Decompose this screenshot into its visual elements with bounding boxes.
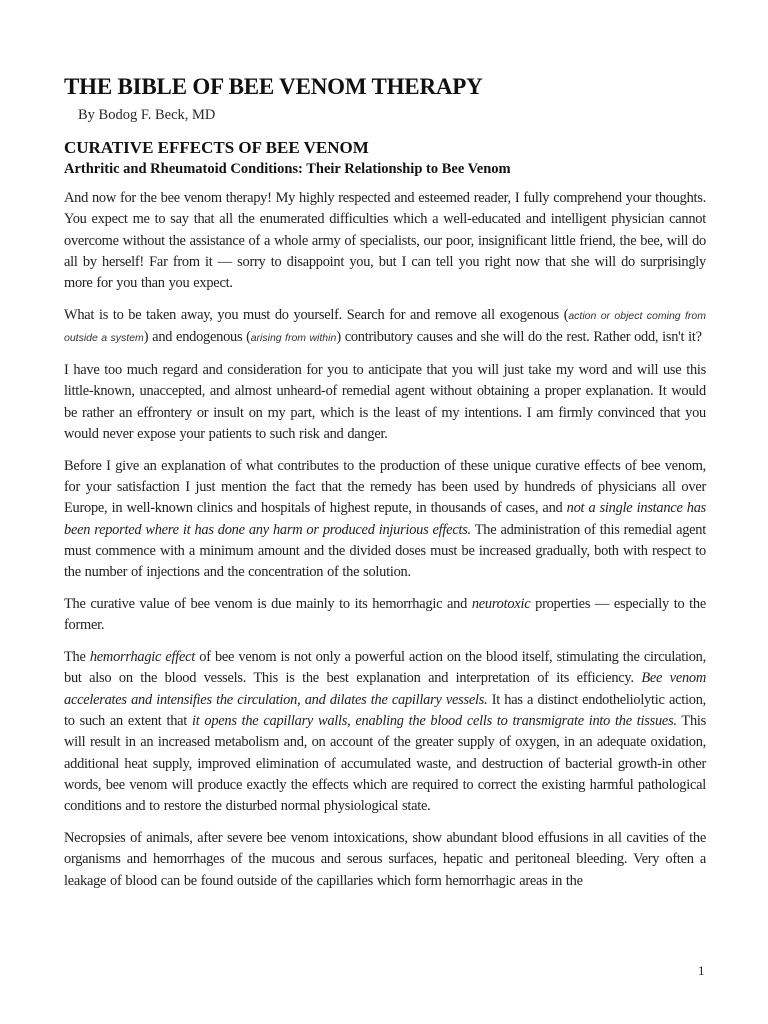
paragraph-4 bbox=[64, 456, 706, 584]
paragraph-text: What is to be taken away, you must do yourself. Search for and remove all exogenous ( bbox=[64, 306, 569, 323]
paragraph-text: And now for the bee venom therapy! My highly respected and esteemed reader, I fully comprehend your thoughts. You expect me to say that all the enumerated difficulties which a well-educated and intelligent physician cannot overcome without the assistance of a whole army of specialists, our poor, insignificant little friend, the bee, will do all by herself! Far from it — sorry to disappoint you, but I can tell you right now that she will do surprisingly more for you than you expect. bbox=[64, 190, 706, 292]
emphasis-text: neurotoxic bbox=[471, 596, 531, 613]
paragraph-text: The administration of this remedial agent must commence with a minimum amount and the divided doses must be increased gradually, both with respect to the number of injections and the concentration of the solution. bbox=[64, 521, 706, 581]
paragraph-text: of bee venom is not only a powerful action on the blood itself, stimulating the circulation, but also on the blood vessels. This is the best explanation and interpretation of its efficiency. bbox=[64, 649, 706, 687]
paragraph-text: properties — especially to the former. bbox=[64, 596, 707, 634]
paragraph-text: The bbox=[64, 649, 90, 666]
document-title: THE BIBLE OF BEE VENOM THERAPY bbox=[64, 74, 483, 99]
section-title: CURATIVE EFFECTS OF BEE VENOM bbox=[64, 138, 369, 157]
document-page bbox=[64, 72, 706, 902]
body-text bbox=[64, 188, 706, 892]
paragraph-2 bbox=[64, 305, 706, 350]
emphasis-text: hemorrhagic effect bbox=[89, 649, 196, 666]
gloss-endogenous: arising from within bbox=[250, 332, 337, 345]
paragraph-text: Necropsies of animals, after severe bee venom intoxications, show abundant blood effusions in all cavities of the organisms and hemorrhages of the mucous and serous surfaces, hepatic and peritoneal bleeding. Very often a leakage of blood can be found outside of the capillaries which form hemorrhagic areas in the bbox=[64, 830, 706, 889]
gloss-exogenous: action or object coming from outside a system bbox=[64, 309, 706, 345]
emphasis-text: not a single instance has been reported where it has done any harm or produced injurious effects. bbox=[64, 500, 706, 538]
subsection-title: Arthritic and Rheumatoid Conditions: Their Relationship to Bee Venom bbox=[64, 161, 511, 177]
paragraph-3 bbox=[64, 360, 706, 445]
paragraph-text: ) contributory causes and she will do the rest. Rather odd, isn't it? bbox=[336, 329, 702, 346]
paragraph-1 bbox=[64, 188, 706, 294]
emphasis-text: it opens the capillary walls, enabling the blood cells to transmigrate into the tissues. bbox=[191, 713, 677, 730]
paragraph-5 bbox=[64, 594, 706, 637]
paragraph-text: It has a distinct endotheliolytic action, to such an extent that bbox=[64, 691, 706, 730]
paragraph-text: This will result in an increased metabolism and, on account of the greater supply of oxygen, in an adequate oxidation, additional heat supply, improved elimination of accumulated waste, and destruction of bacterial growth-in other words, bee venom will produce exactly the effects which are required to correct the existing harmful pathological conditions and to restore the disturbed normal physiological state. bbox=[64, 713, 707, 815]
paragraph-text: ) and endogenous ( bbox=[143, 329, 251, 346]
paragraph-6 bbox=[64, 647, 706, 817]
emphasis-text: Bee venom accelerates and intensifies the circulation, and dilates the capillary vessels. bbox=[64, 670, 706, 708]
paragraph-text: I have too much regard and consideration for you to anticipate that you will just take my word and will use this little-known, unaccepted, and almost unheard-of remedial agent without obtaining a proper explanation. It would be rather an effrontery or insult on my part, which is the least of my intentions. I am firmly convinced that you would never expose your patients to such risk and danger. bbox=[64, 362, 706, 442]
paragraph-text: Before I give an explanation of what contributes to the production of these unique curative effects of bee venom, for your satisfaction I just mention the fact that the remedy has been used by hundreds of physicians all over Europe, in well-known clinics and hospitals of highest repute, in thousands of cases, and bbox=[64, 457, 706, 517]
paragraph-text: The curative value of bee venom is due mainly to its hemorrhagic and bbox=[64, 596, 472, 613]
page-number: 1 bbox=[698, 963, 705, 978]
author-byline: By Bodog F. Beck, MD bbox=[78, 107, 216, 123]
paragraph-7 bbox=[64, 828, 706, 892]
